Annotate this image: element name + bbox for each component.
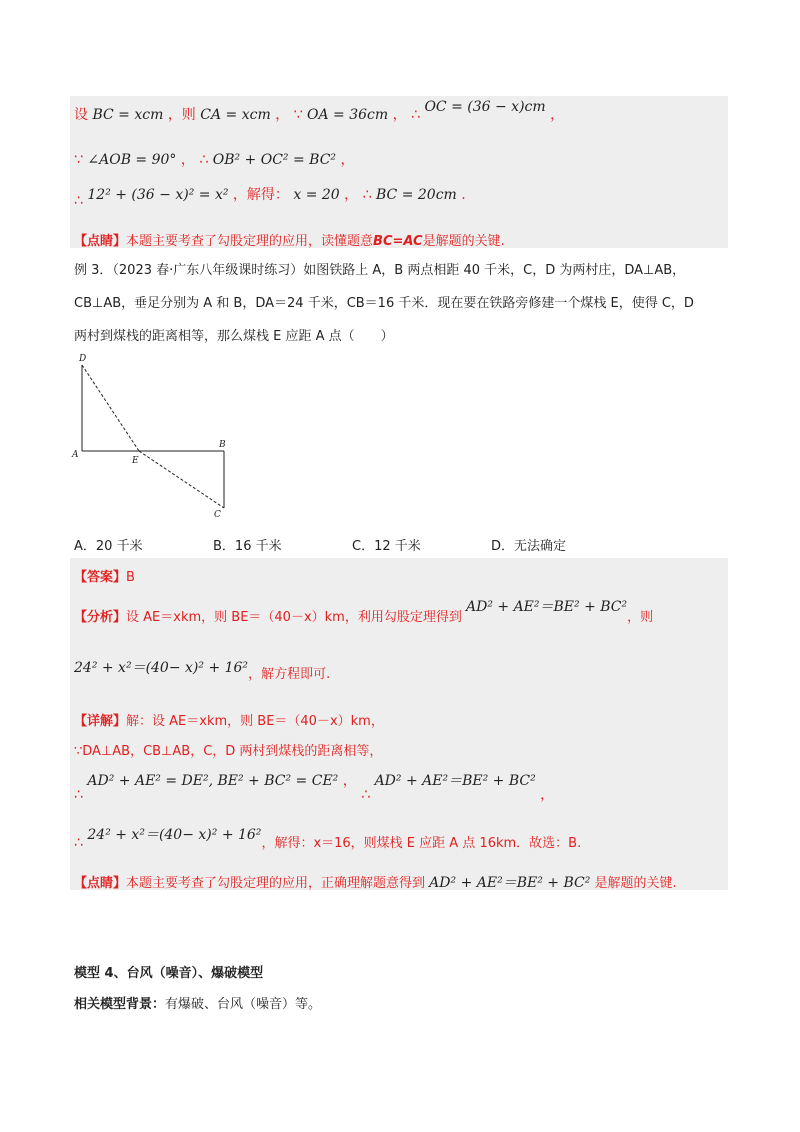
xiangjie-line-3 <box>74 770 555 803</box>
therefore-symbol: ∴ <box>362 187 372 203</box>
text-end: . <box>461 187 466 203</box>
fenxi-text-end: ，解方程即可. <box>248 667 331 682</box>
model4-heading: 模型 4、台风（噪音）、爆破模型 <box>74 966 264 981</box>
answer-value: B <box>126 570 135 585</box>
math-oc: OC = (36 − x)cm <box>424 99 546 115</box>
option-a: A．20 千米 <box>74 539 143 554</box>
fenxi-line-2 <box>74 660 331 683</box>
label-e: E <box>132 456 139 466</box>
solution-line-2 <box>74 149 355 169</box>
because-symbol: ∵ <box>293 107 303 123</box>
math-xiangjie-eq3: 24² + x²＝(40− x)² + 16² <box>87 827 262 843</box>
math-ca-xcm: CA = xcm <box>200 107 271 123</box>
example3-line-2: CB⊥AB，垂足分别为 A 和 B，DA＝24 千米，CB＝16 千米．现在要在铁路旁修建一个煤栈 E，使得 C，D <box>74 296 694 311</box>
text-sep: ， <box>550 107 565 123</box>
therefore-symbol: ∴ <box>74 835 83 851</box>
dianjing-1 <box>74 230 505 249</box>
tag-answer: 【答案】 <box>74 570 127 585</box>
xiangjie-text-end: ，解得：x＝16，则煤栈 E 应距 A 点 16km．故选：B. <box>261 836 582 851</box>
dianjing-2 <box>74 872 677 892</box>
text-sep: ， <box>342 773 357 789</box>
math-dianjing-eq: AD² + AE²＝BE² + BC² <box>429 875 591 891</box>
math-oa-36cm: OA = 36cm <box>307 107 389 123</box>
math-fenxi-eq: AD² + AE²＝BE² + BC² <box>465 599 628 615</box>
dashed-de <box>82 365 139 451</box>
math-xiangjie-eq1: AD² + AE² = DE², BE² + BC² = CE² <box>87 773 339 789</box>
model4-background <box>74 993 321 1012</box>
because-symbol: ∵ <box>74 152 83 168</box>
tag-xiangjie: 【详解】 <box>74 714 127 729</box>
xiangjie-line-2: ∵DA⊥AB，CB⊥AB，C，D 两村到煤栈的距离相等， <box>74 744 383 759</box>
label-b: B <box>219 440 226 450</box>
text-sep: ， <box>344 187 359 203</box>
fenxi-line-1 <box>74 599 654 626</box>
math-bc-20cm: BC = 20cm <box>375 187 457 203</box>
math-x-20: x = 20 <box>293 187 340 203</box>
geometry-figure <box>68 350 248 520</box>
therefore-symbol: ∴ <box>361 787 371 803</box>
solution-line-3 <box>74 184 466 209</box>
dianjing-text-end: 是解题的关键. <box>422 234 505 249</box>
dianjing-text: 本题主要考查了勾股定理的应用，正确理解题意得到 <box>126 876 426 891</box>
answer-line <box>74 566 135 585</box>
text-sep: ， <box>275 107 290 123</box>
option-b: B．16 千米 <box>213 539 282 554</box>
dianjing-emph: BC=AC <box>373 234 423 249</box>
math-equation-12: 12² + (36 − x)² = x² <box>87 187 229 203</box>
xiangjie-text: 解：设 AE＝xkm，则 BE＝（40－x）km， <box>126 714 384 729</box>
fenxi-text: 设 AE＝xkm，则 BE＝（40－x）km，利用勾股定理得到 <box>126 610 462 625</box>
model4-bg-text: 有爆破、台风（噪音）等。 <box>165 997 322 1012</box>
text-ze: ，则 <box>167 107 196 123</box>
model4-bg-label: 相关模型背景： <box>74 997 166 1012</box>
label-c: C <box>214 510 221 520</box>
example3-line-3: 两村到煤栈的距离相等，那么煤栈 E 应距 A 点（ ） <box>74 329 394 344</box>
math-angle-aob: ∠AOB = 90° <box>87 152 177 168</box>
text-sep: ， <box>540 787 555 803</box>
option-d: D．无法确定 <box>491 539 567 554</box>
label-d: D <box>79 354 87 364</box>
example3-line-1: 例 3．（2023 春·广东八年级课时练习）如图铁路上 A，B 两点相距 40 千米，C，D 为两村庄，DA⊥AB， <box>74 263 686 278</box>
solution-line-1 <box>74 99 565 124</box>
text-she: 设 <box>74 107 88 123</box>
tag-dianjing: 【点睛】 <box>74 234 127 249</box>
math-fenxi-eq2: 24² + x²＝(40− x)² + 16² <box>74 660 249 676</box>
option-c: C．12 千米 <box>352 539 421 554</box>
xiangjie-line-4 <box>74 824 582 851</box>
therefore-symbol: ∴ <box>74 193 83 209</box>
text-sep: ， <box>180 152 195 168</box>
tag-fenxi: 【分析】 <box>74 610 127 625</box>
fenxi-text-ze: ，则 <box>627 610 654 625</box>
dianjing-text: 本题主要考查了勾股定理的应用，读懂题意 <box>126 234 374 249</box>
math-xiangjie-eq2: AD² + AE²＝BE² + BC² <box>374 773 536 789</box>
dianjing-text-end: 是解题的关键. <box>594 876 677 891</box>
xiangjie-line-1 <box>74 710 384 729</box>
therefore-symbol: ∴ <box>199 152 209 168</box>
therefore-symbol: ∴ <box>74 787 83 803</box>
text-sep: ， <box>392 107 407 123</box>
tag-dianjing: 【点睛】 <box>74 876 127 891</box>
label-a: A <box>72 450 79 460</box>
therefore-symbol: ∴ <box>411 107 420 123</box>
math-ob-oc-bc: OB² + OC² = BC² <box>212 152 337 168</box>
text-sep: ， <box>340 152 355 168</box>
text-jiede: ，解得： <box>232 187 289 203</box>
math-bc-xcm: BC = xcm <box>92 107 164 123</box>
dashed-ec <box>139 451 224 508</box>
